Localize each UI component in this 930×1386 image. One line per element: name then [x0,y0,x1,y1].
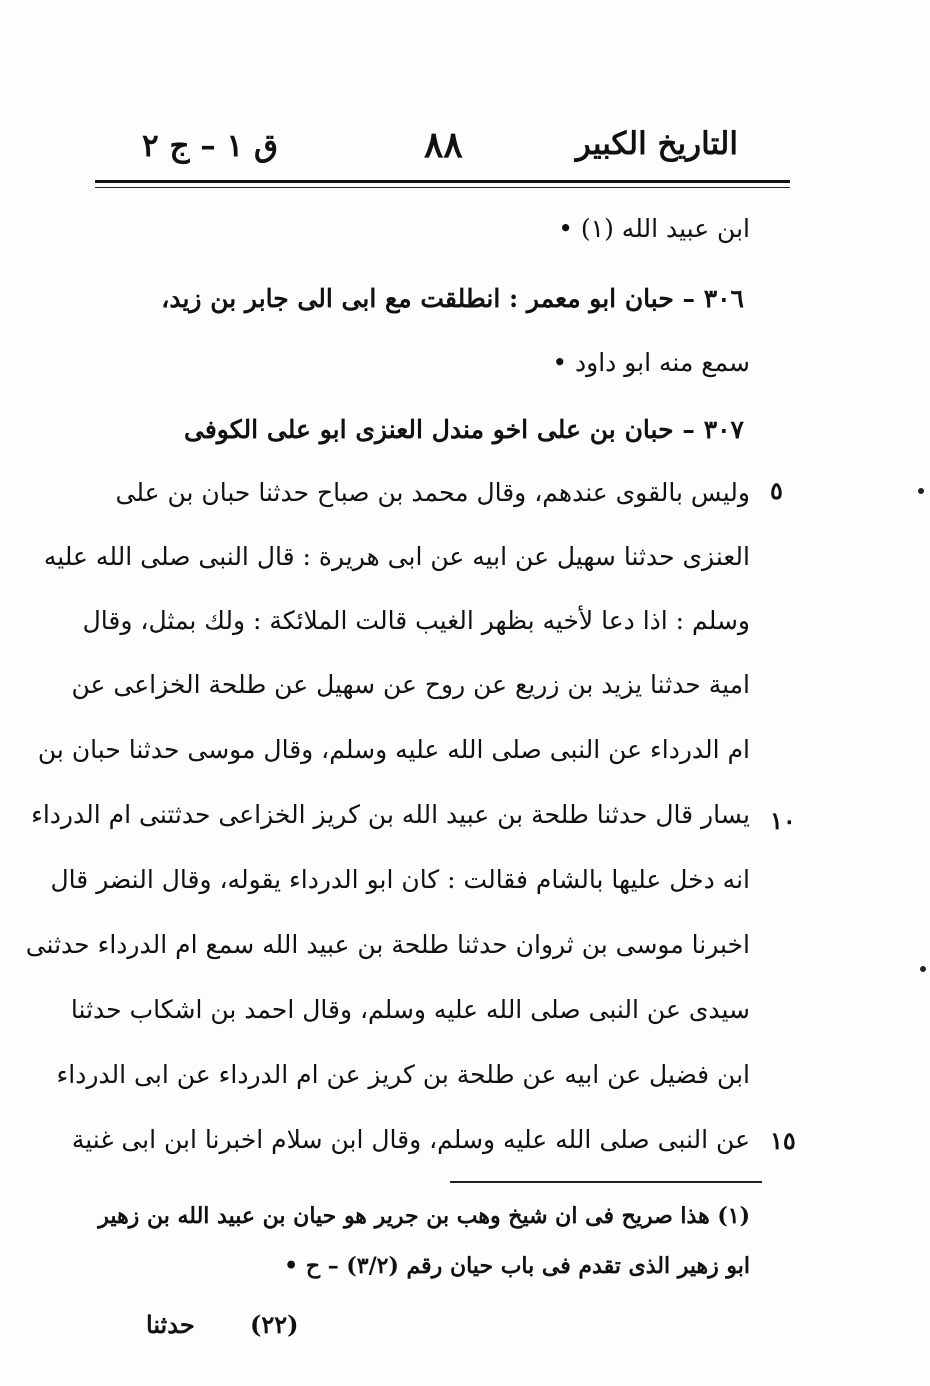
line-number-10: ١٠ [770,806,796,835]
footnote-line: ابو زهير الذى تقدم فى باب حيان رقم (٣/٢) – ح • [284,1253,750,1279]
margin-dot [920,966,926,972]
text-line: ابن فضيل عن ابيه عن طلحة بن كريز عن ام الدرداء عن ابى الدرداء [56,1060,750,1089]
book-title: التاريخ الكبير [575,126,738,162]
text-line: اخبرنا موسى بن ثروان حدثنا طلحة بن عبيد الله سمع ام الدرداء حدثنى [25,930,750,959]
text-line: وليس بالقوى عندهم، وقال محمد بن صباح حدثنا حبان بن على [115,478,750,507]
text-line: سمع منه ابو داود • [552,348,750,377]
text-line: انه دخل عليها بالشام فقالت : كان ابو الدرداء يقوله، وقال النضر قال [50,865,750,894]
footnote-rule [450,1181,762,1183]
header-rule-thin [95,187,790,188]
text-line: يسار قال حدثنا طلحة بن عبيد الله بن كريز الخزاعى حدثتنى ام الدرداء [31,800,750,829]
line-number-15: ١٥ [770,1126,796,1155]
text-line: امية حدثنا يزيد بن زريع عن روح عن سهيل عن طلحة الخزاعى عن [71,670,750,699]
footnote-line: (١) هذا صريح فى ان شيخ وهب بن جرير هو حيان بن عبيد الله بن زهير [98,1203,750,1229]
text-line: وسلم : اذا دعا لأخيه بظهر الغيب قالت الملائكة : ولك بمثل، وقال [82,606,750,635]
catchword: حدثنا [146,1310,195,1339]
text-line: العنزى حدثنا سهيل عن ابيه عن ابى هريرة : قال النبى صلى الله عليه [43,542,750,571]
line-number-5: ٥ [770,476,783,505]
text-line: عن النبى صلى الله عليه وسلم، وقال ابن سلام اخبرنا ابن ابى غنية [71,1125,750,1154]
header-rule-thick [95,180,790,183]
page-number: ٨٨ [424,124,463,166]
entry-306-line: ٣٠٦ – حبان ابو معمر : انطلقت مع ابى الى جابر بن زيد، [161,284,744,313]
signature-mark: (٢٢) [250,1310,299,1339]
entry-307-line: ٣٠٧ – حبان بن على اخو مندل العنزى ابو على الكوفى [184,415,744,444]
text-line: سيدى عن النبى صلى الله عليه وسلم، وقال احمد بن اشكاب حدثنا [70,995,750,1024]
text-line: ام الدرداء عن النبى صلى الله عليه وسلم، وقال موسى حدثنا حبان بن [37,735,750,764]
text-line: ابن عبيد الله (١) • [558,214,750,243]
volume-label: ق ١ – ج ٢ [142,128,279,164]
margin-dot [918,488,924,494]
